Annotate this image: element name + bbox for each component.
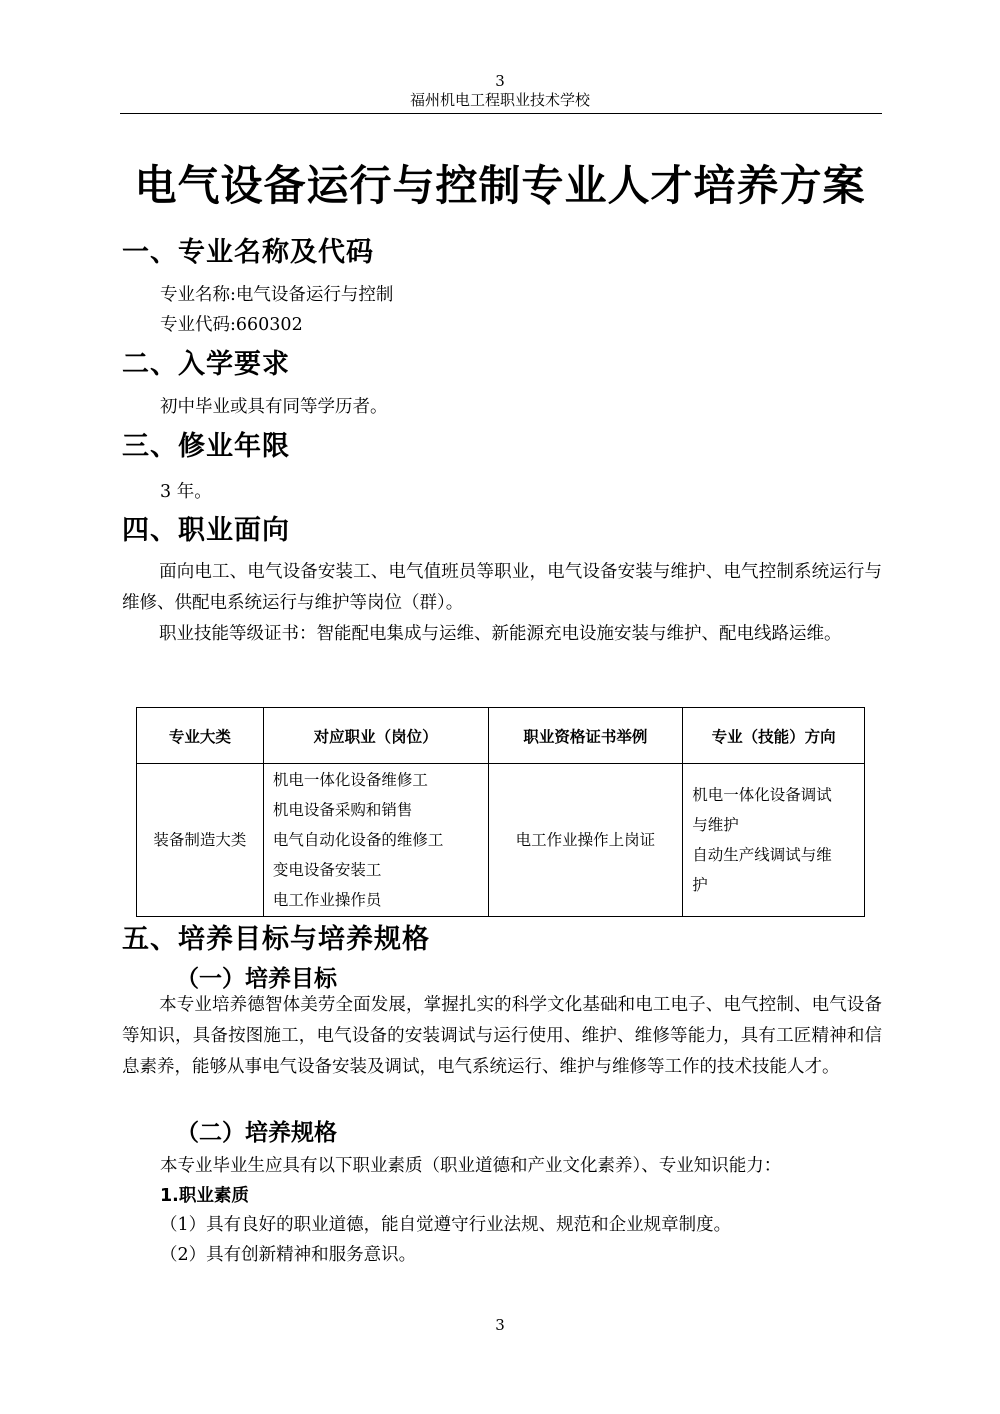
training-goal-heading: （一）培养目标 bbox=[176, 966, 337, 992]
section5-heading: 五、培养目标与培养规格 bbox=[122, 924, 430, 955]
table-header-cell: 专业大类 bbox=[137, 708, 264, 764]
career-table bbox=[136, 707, 865, 917]
skill-certificate-text: 职业技能等级证书：智能配电集成与运维、新能源充电设施安装与维护、配电线路运维。 bbox=[159, 624, 842, 644]
occupations-cell bbox=[263, 764, 488, 917]
major-name: 专业名称:电气设备运行与控制 bbox=[160, 285, 394, 305]
study-duration: 3 年。 bbox=[160, 482, 212, 502]
direction-line: 自动生产线调试与维 bbox=[692, 846, 832, 864]
header-school-name: 福州机电工程职业技术学校 bbox=[409, 91, 590, 109]
quality-item: （1）具有良好的职业道德，能自觉遵守行业法规、规范和企业规章制度。 bbox=[160, 1215, 732, 1235]
table-header-row bbox=[137, 708, 865, 764]
occupation-item: 机电一体化设备维修工 bbox=[272, 771, 428, 789]
training-goal-paragraph bbox=[122, 990, 882, 1083]
training-spec-text: 本专业毕业生应具有以下职业素质（职业道德和产业文化素养）、专业知识能力： bbox=[160, 1156, 782, 1176]
occupation-item: 电气自动化设备的维修工 bbox=[272, 831, 444, 849]
training-goal-text: 本专业培养德智体美劳全面发展，掌握扎实的科学文化基础和电工电子、电气控制、电气设备等知识，具备按图施工，电气设备的安装调试与运行使用、维护、维修等能力，具有工匠精神和信息素养，能够从事电气设备安装及调试，电气系统运行、维护与维修等工作的技术技能人才。 bbox=[122, 995, 882, 1077]
direction-line: 机电一体化设备调试 bbox=[692, 786, 832, 804]
training-spec-heading: （二）培养规格 bbox=[176, 1120, 337, 1146]
occupation-item: 电工作业操作员 bbox=[272, 891, 382, 909]
header-divider bbox=[120, 113, 882, 114]
occupation-item: 机电设备采购和销售 bbox=[272, 801, 413, 819]
header-page-number: 3 bbox=[495, 72, 505, 90]
career-orientation-text: 面向电工、电气设备安装工、电气值班员等职业，电气设备安装与维护、电气控制系统运行与维修、供配电系统运行与维护等岗位（群）。 bbox=[122, 562, 882, 613]
quality-item: （2）具有创新精神和服务意识。 bbox=[160, 1245, 417, 1265]
admission-requirement: 初中毕业或具有同等学历者。 bbox=[160, 397, 388, 417]
major-code: 专业代码:660302 bbox=[160, 315, 303, 335]
certificate-cell: 电工作业操作上岗证 bbox=[488, 764, 683, 917]
table-row bbox=[137, 764, 865, 917]
footer-page-number: 3 bbox=[495, 1316, 505, 1334]
quality-heading: 1.职业素质 bbox=[160, 1186, 249, 1206]
career-orientation-paragraph bbox=[122, 557, 882, 619]
occupation-item: 变电设备安装工 bbox=[272, 861, 382, 879]
section4-heading: 四、职业面向 bbox=[122, 515, 290, 546]
section1-heading: 一、专业名称及代码 bbox=[122, 237, 374, 268]
direction-line: 与维护 bbox=[692, 816, 739, 834]
table-header-cell: 职业资格证书举例 bbox=[488, 708, 683, 764]
table-header-cell: 对应职业（岗位） bbox=[263, 708, 488, 764]
table-header-cell: 专业（技能）方向 bbox=[683, 708, 865, 764]
skill-certificate-paragraph bbox=[122, 619, 882, 650]
direction-line: 护 bbox=[692, 876, 708, 894]
category-cell: 装备制造大类 bbox=[137, 764, 264, 917]
section3-heading: 三、修业年限 bbox=[122, 431, 290, 462]
document-title: 电气设备运行与控制专业人才培养方案 bbox=[134, 161, 866, 210]
directions-cell bbox=[683, 764, 865, 917]
section2-heading: 二、入学要求 bbox=[122, 349, 290, 380]
